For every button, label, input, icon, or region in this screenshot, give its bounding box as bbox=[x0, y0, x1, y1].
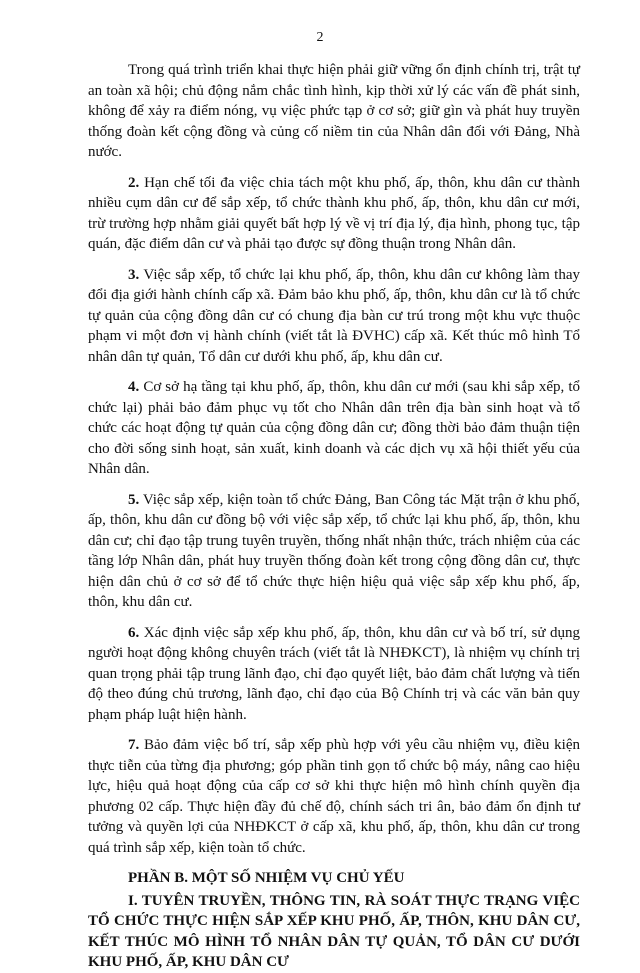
paragraph-number: 6. bbox=[128, 624, 140, 641]
section-heading: PHẦN B. MỘT SỐ NHIỆM VỤ CHỦ YẾU bbox=[128, 870, 405, 886]
paragraph-text: Hạn chế tối đa việc chia tách một khu phố, ấp, thôn, khu dân cư thành nhiều cụm dân cư để sắp xếp, tổ chức thành khu phố, ấp, thôn, khu dân cư mới, trừ trường hợp nhằm giải quyết bất hợp lý về vị trí địa lý, địa hình, phong tục, tập quán, đặc điểm dân cư và phải tạo được sự đồng thuận trong Nhân dân. bbox=[88, 174, 581, 252]
paragraph-intro bbox=[88, 60, 580, 163]
paragraph-2 bbox=[88, 173, 580, 255]
paragraph-number: 4. bbox=[128, 379, 140, 395]
paragraph-4 bbox=[88, 377, 580, 480]
paragraph-text: Xác định việc sắp xếp khu phố, ấp, thôn, khu dân cư và bố trí, sử dụng người hoạt động không chuyên trách (viết tắt là NHĐKCT), là nhiệm vụ chính trị quan trọng phải tập trung lãnh đạo, chỉ đạo quyết liệt, bảo đảm chất lượng và tiến độ theo đúng chủ trương, lãnh đạo, chỉ đạo của Bộ Chính trị và các văn bản quy phạm pháp luật hiện hành. bbox=[88, 624, 581, 723]
subsection-heading: I. TUYÊN TRUYỀN, THÔNG TIN, RÀ SOÁT THỰC TRẠNG VIỆC TỔ CHỨC THỰC HIỆN SẮP XẾP KHU PHỐ, ẤP, THÔN, KHU DÂN CƯ, KẾT THÚC MÔ HÌNH TỔ NHÂN DÂN TỰ QUẢN, TỔ DÂN CƯ DƯỚI KHU PHỐ, ẤP, KHU DÂN CƯ bbox=[88, 892, 580, 970]
paragraph-number: 2. bbox=[128, 174, 140, 191]
paragraph-6 bbox=[88, 623, 580, 726]
paragraph-text: Trong quá trình triển khai thực hiện phải giữ vững ổn định chính trị, trật tự an toàn xã hội; chủ động nắm chắc tình hình, kịp thời xử lý các vấn đề phát sinh, không để xảy ra điểm nóng, vụ việc phức tạp ở cơ sở; giữ gìn và phát huy truyền thống đoàn kết cộng đồng và củng cố niềm tin của Nhân dân đối với Đảng, Nhà nước. bbox=[88, 62, 580, 160]
page-number: 2 bbox=[316, 30, 324, 45]
paragraph-number: 5. bbox=[128, 491, 140, 508]
paragraph-text: Việc sắp xếp, kiện toàn tổ chức Đảng, Ban Công tác Mặt trận ở khu phố, ấp, thôn, khu dân cư đồng bộ với việc sắp xếp, tổ chức lại khu phố, ấp, thôn, khu dân cư; chỉ đạo tập trung tuyên truyền, thống nhất nhận thức, trách nhiệm của các tầng lớp Nhân dân, phát huy truyền thống đoàn kết trong cộng đồng dân cư, thực hiện dân chủ ở cơ sở để tổ chức thực hiện hiệu quả việc sắp xếp khu phố, ấp, thôn, khu dân cư. bbox=[88, 491, 581, 610]
paragraph-number: 7. bbox=[128, 737, 140, 753]
paragraph-3 bbox=[88, 265, 580, 368]
paragraph-text: Bảo đảm việc bố trí, sắp xếp phù hợp với yêu cầu nhiệm vụ, điều kiện thực tiễn của từng địa phương; góp phần tinh gọn tổ chức bộ máy, nâng cao hiệu lực, hiệu quả hoạt động của cấp cơ sở khi thực hiện mô hình chính quyền địa phương 02 cấp. Thực hiện đầy đủ chế độ, chính sách tri ân, bảo đảm ổn định tư tưởng và quyền lợi của NHĐKCT ở cấp xã, khu phố, ấp, thôn, khu dân cư trong quá trình sắp xếp, kiện toàn tổ chức. bbox=[88, 737, 580, 856]
paragraph-text: Cơ sở hạ tầng tại khu phố, ấp, thôn, khu dân cư mới (sau khi sắp xếp, tổ chức lại) phải bảo đảm phục vụ tốt cho Nhân dân trên địa bàn sinh hoạt và tổ chức các hoạt động tự quản của cộng đồng dân cư; đồng thời bảo đảm thuận tiện cho đời sống sinh hoạt, sản xuất, kinh doanh và các dịch vụ xã hội thiết yếu của Nhân dân. bbox=[88, 379, 580, 477]
paragraph-5 bbox=[88, 490, 580, 613]
document-body bbox=[88, 60, 580, 973]
paragraph-number: 3. bbox=[128, 266, 140, 283]
paragraph-text: Việc sắp xếp, tổ chức lại khu phố, ấp, thôn, khu dân cư không làm thay đổi địa giới hành chính cấp xã. Đảm bảo khu phố, ấp, thôn, khu dân cư là tổ chức tự quản của cộng đồng dân cư có chung địa bàn cư trú trong một khu vực thuộc phạm vi một đơn vị hành chính (viết tắt là ĐVHC) cấp xã. Kết thúc mô hình Tổ nhân dân tự quản, Tổ dân cư dưới khu phố, ấp, khu dân cư. bbox=[88, 266, 580, 365]
paragraph-7 bbox=[88, 735, 580, 858]
